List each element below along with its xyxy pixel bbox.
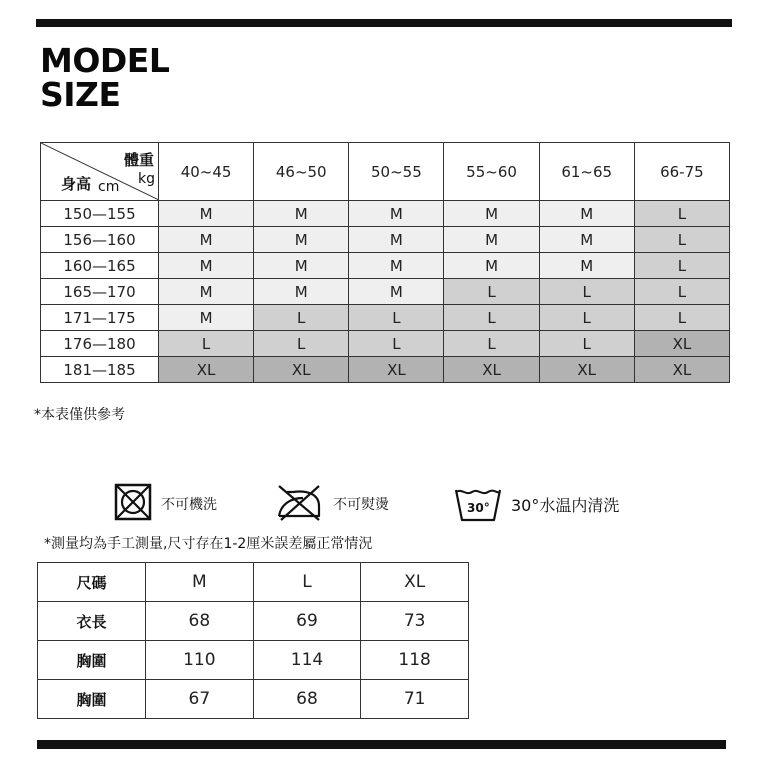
measure-note: *測量均為手工測量,尺寸存在1-2厘米誤差屬正常情況 [44,536,373,552]
size-cell: L [634,279,729,305]
measurement-row [38,641,469,680]
size-chart-row [41,305,730,331]
weight-header: 61~65 [539,143,634,201]
size-cell: XL [159,357,254,383]
size-chart-row [41,357,730,383]
size-cell: L [444,305,539,331]
care-item-wash-30 [453,484,619,524]
measurement-value: 114 [253,641,361,680]
weight-label: 體重 [123,151,154,169]
measurement-row [38,680,469,719]
size-cell: M [254,227,349,253]
size-cell: L [349,331,444,357]
size-cell: M [539,253,634,279]
size-chart-body [41,201,730,383]
size-cell: L [539,331,634,357]
size-chart-header-row [41,143,730,201]
size-cell: M [444,253,539,279]
page-title [40,41,170,114]
size-cell: M [254,201,349,227]
size-cell: XL [349,357,444,383]
wash-30-icon [453,484,503,524]
size-cell: L [254,331,349,357]
size-cell: XL [254,357,349,383]
no-ironing-icon [273,482,325,526]
size-chart-row [41,331,730,357]
top-divider-bar [36,19,732,27]
measurement-header-row [38,563,469,602]
size-chart-table [40,142,730,383]
weight-unit: kg [138,171,155,187]
weight-header: 40~45 [159,143,254,201]
size-cell: M [444,227,539,253]
size-cell: XL [634,331,729,357]
height-range-cell: 171—175 [41,305,159,331]
reference-note: *本表僅供參考 [34,407,125,423]
size-cell: XL [539,357,634,383]
size-header: XL [361,563,469,602]
height-label: 身高 [61,175,92,193]
size-cell: L [539,279,634,305]
size-cell: M [159,305,254,331]
size-cell: M [444,201,539,227]
weight-header: 50~55 [349,143,444,201]
size-chart-row [41,201,730,227]
height-range-cell: 181—185 [41,357,159,383]
height-range-cell: 156—160 [41,227,159,253]
size-cell: L [539,305,634,331]
size-cell: L [254,305,349,331]
height-range-cell: 160—165 [41,253,159,279]
size-cell: L [634,253,729,279]
size-cell: M [159,227,254,253]
wash-temperature-badge: 30° [467,501,490,515]
measurement-value: 73 [361,602,469,641]
bottom-divider-bar [37,740,726,749]
size-cell: M [254,253,349,279]
measurement-value: 68 [253,680,361,719]
care-label: 30°水温内清洗 [511,495,620,515]
measurement-label: 衣長 [38,602,146,641]
weight-header: 55~60 [444,143,539,201]
size-cell: M [539,201,634,227]
title-line-1: MODEL [40,41,170,80]
size-cell: L [159,331,254,357]
measurement-value: 67 [146,680,254,719]
size-chart-row [41,227,730,253]
size-cell: M [349,253,444,279]
size-cell: M [349,201,444,227]
size-cell: L [444,331,539,357]
size-cell: XL [444,357,539,383]
size-cell: L [634,305,729,331]
measurement-table-body [38,563,469,719]
measurement-value: 69 [253,602,361,641]
size-cell: L [634,227,729,253]
size-cell: M [349,227,444,253]
size-cell: XL [634,357,729,383]
size-cell: M [254,279,349,305]
size-cell: L [634,201,729,227]
weight-header: 66-75 [634,143,729,201]
measurement-label: 胸圍 [38,680,146,719]
measurement-table [37,562,469,719]
size-header: L [253,563,361,602]
size-cell: M [159,279,254,305]
size-cell: L [349,305,444,331]
size-cell: M [539,227,634,253]
size-header-label: 尺碼 [38,563,146,602]
height-range-cell: 150—155 [41,201,159,227]
size-header: M [146,563,254,602]
measurement-row [38,602,469,641]
height-range-cell: 176—180 [41,331,159,357]
measurement-value: 118 [361,641,469,680]
size-cell: M [159,253,254,279]
no-machine-wash-icon [113,482,153,526]
measurement-label: 胸圍 [38,641,146,680]
care-item-no-ironing [273,484,389,524]
care-label: 不可機洗 [161,497,217,513]
size-chart-row [41,253,730,279]
size-cell: M [159,201,254,227]
height-range-cell: 165—170 [41,279,159,305]
size-cell: L [444,279,539,305]
size-chart-row [41,279,730,305]
care-label: 不可熨燙 [333,497,389,513]
measurement-value: 71 [361,680,469,719]
care-item-no-machine-wash [113,484,217,524]
title-line-2: SIZE [40,75,121,114]
weight-header: 46~50 [254,143,349,201]
height-unit: cm [98,179,120,195]
measurement-value: 110 [146,641,254,680]
measurement-value: 68 [146,602,254,641]
size-chart-corner-cell [41,143,159,201]
size-cell: M [349,279,444,305]
